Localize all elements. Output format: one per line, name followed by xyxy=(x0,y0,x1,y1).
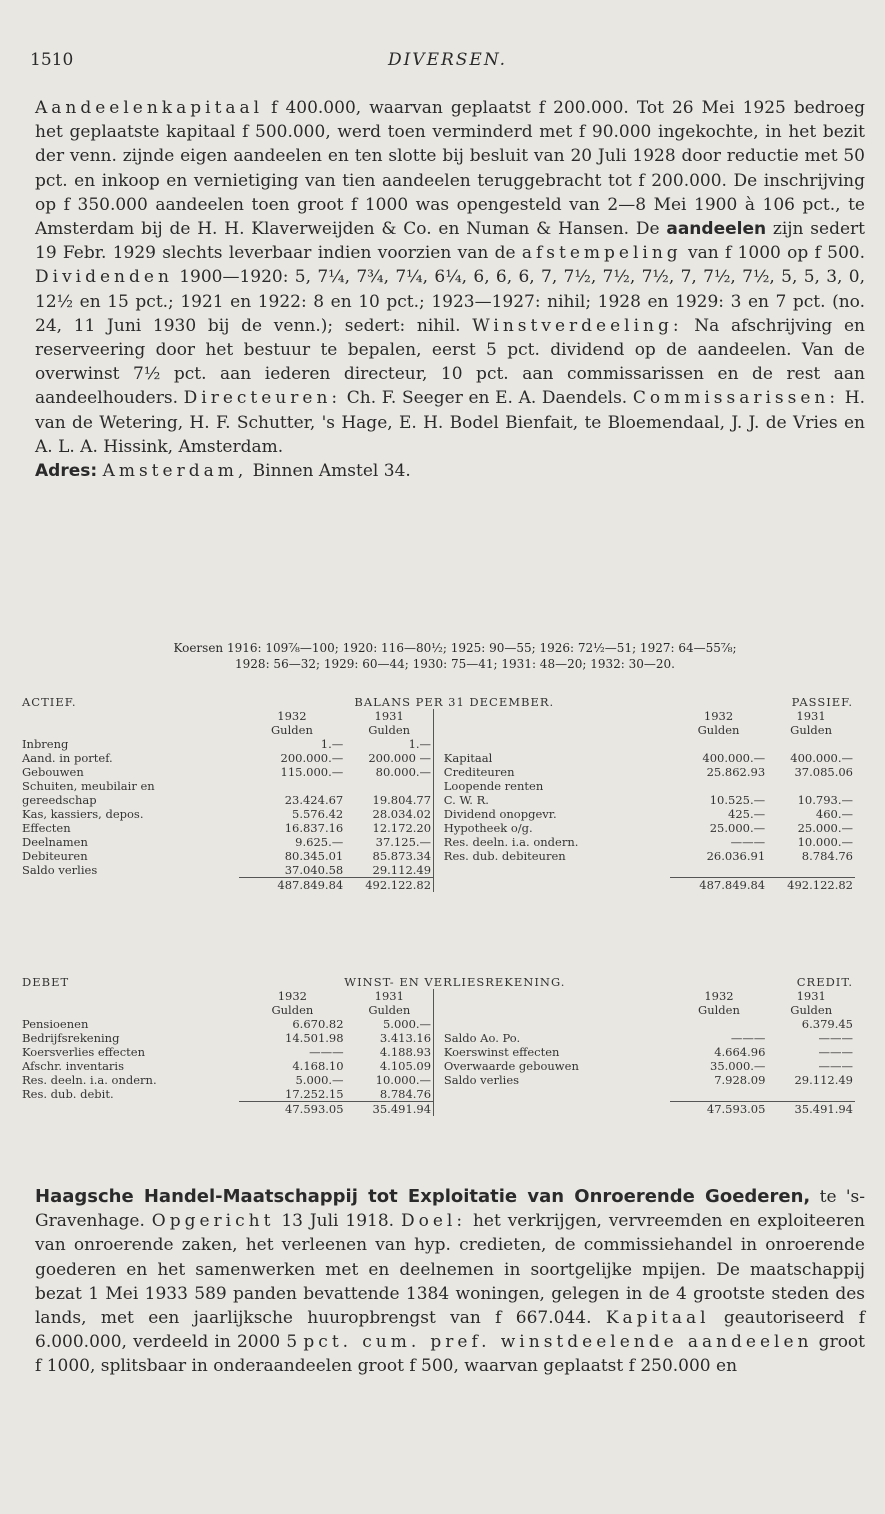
left-label: Effecten xyxy=(22,821,71,835)
year-1932-left: 1932 xyxy=(277,989,308,1003)
table-title-row xyxy=(20,695,855,709)
right-value-1932 xyxy=(670,863,767,878)
right-value-1931: 6.379.45 xyxy=(801,1017,853,1031)
right-value-1932 xyxy=(670,737,767,751)
right-value-1932: 35.000.— xyxy=(710,1059,766,1073)
right-label: Res. deeln. i.a. ondern. xyxy=(443,835,579,849)
spacer xyxy=(434,1073,442,1087)
left-value-1931: 4.188.93 xyxy=(379,1045,432,1059)
total-row xyxy=(20,878,855,893)
table-row xyxy=(20,1031,855,1045)
left-title: DEBET xyxy=(22,975,70,989)
table-row xyxy=(20,751,855,765)
spacer xyxy=(442,1102,671,1117)
left-label: Kas, kassiers, depos. xyxy=(22,807,144,821)
section-label-directeuren: Directeuren: xyxy=(183,388,342,409)
unit-row xyxy=(20,1003,855,1017)
table-row xyxy=(20,793,855,807)
year-1931-right: 1931 xyxy=(796,989,826,1003)
section-label-kapitaal: Aandeelenkapitaal xyxy=(35,98,264,118)
right-value-1932: 400.000.— xyxy=(702,751,766,765)
left-value-1932: 9.625.— xyxy=(295,835,344,849)
right-value-1931: ——— xyxy=(818,1059,853,1073)
company-name: Haagsche Handel-Maatschappij tot Exploitatie van Onroerende Goederen, xyxy=(35,1186,811,1207)
section-label-opgericht: Opgericht xyxy=(151,1211,275,1232)
winst-table xyxy=(20,975,855,1116)
left-label: Debiteuren xyxy=(22,849,88,863)
unit-right-2: Gulden xyxy=(790,723,832,737)
section-label-doel: Doel: xyxy=(400,1211,467,1232)
unit-left-1: Gulden xyxy=(271,723,313,737)
right-value-1932: 4.664.96 xyxy=(714,1045,766,1059)
table-row xyxy=(20,1087,855,1102)
left-value-1931: 19.804.77 xyxy=(372,793,432,807)
unit-left-2: Gulden xyxy=(368,723,411,737)
spacer xyxy=(434,878,442,893)
left-value-1931 xyxy=(345,779,433,793)
right-value-1931: 25.000.— xyxy=(797,821,853,835)
spacer xyxy=(20,878,239,893)
unit-right-1: Gulden xyxy=(698,1003,740,1017)
spacer xyxy=(434,1059,442,1073)
right-label: Dividend onopgevr. xyxy=(443,807,557,821)
left-label: Inbreng xyxy=(22,737,69,751)
spacer xyxy=(434,807,442,821)
left-value-1932: 200.000.— xyxy=(280,751,344,765)
left-value-1932: 5.576.42 xyxy=(292,807,344,821)
spacer xyxy=(442,878,670,893)
right-label xyxy=(442,863,670,878)
table-row xyxy=(20,849,855,863)
spacer xyxy=(434,765,442,779)
left-value-1931: 4.105.09 xyxy=(379,1059,432,1073)
company-entry-paragraph-2: Haagsche Handel-Maatschappij tot Exploitatie van Onroerende Goederen, te 's-Gravenhage. Opgericht 13 Juli 1918. Doel: het verkrijgen, vervreemden en exploiteeren van onroerende zaken, het verleenen van hyp. credieten, de commissiehandel in onroerende goederen en het samenwerken met en deelnemen in soortgelijke mpijen. De maatschappij bezat 1 Mei 1933 589 panden bevattende 1384 woningen, gelegen in de 4 grootste steden des lands, met een jaarlijksche huuropbrengst van f 667.044. Kapitaal geautoriseerd f 6.000.000, verdeeld in 2000 5 pct. cum. pref. winstdeelende aandeelen groot f 1000, splitsbaar in onderaandeelen groot f 500, waarvan geplaatst f 250.000 en xyxy=(35,1186,866,1377)
total-left-1931: 492.122.82 xyxy=(345,878,433,893)
right-value-1932: 425.— xyxy=(728,807,766,821)
spacer xyxy=(434,849,442,863)
right-value-1931 xyxy=(767,737,855,751)
left-value-1932: 115.000.— xyxy=(280,765,344,779)
left-value-1931: 37.125.— xyxy=(375,835,432,849)
table-row xyxy=(20,779,855,793)
spacer xyxy=(442,709,670,723)
spacer xyxy=(20,989,239,1003)
right-value-1931: ——— xyxy=(818,1031,853,1045)
left-label: Schuiten, meubilair en xyxy=(22,779,155,793)
total-right-1932: 487.849.84 xyxy=(670,878,767,893)
right-value-1932 xyxy=(670,779,767,793)
left-label: Res. deeln. i.a. ondern. xyxy=(22,1073,157,1087)
table-row xyxy=(20,821,855,835)
right-value-1932: 26.036.91 xyxy=(706,849,766,863)
right-title: PASSIEF. xyxy=(791,695,853,709)
year-1932-right: 1932 xyxy=(703,709,734,723)
total-right-1932: 47.593.05 xyxy=(670,1102,767,1117)
left-label: Pensioenen xyxy=(22,1017,89,1031)
right-label: Hypotheek o/g. xyxy=(443,821,533,835)
spacer xyxy=(434,821,442,835)
right-value-1932: 25.000.— xyxy=(709,821,766,835)
spacer xyxy=(434,1031,442,1045)
total-left-1932: 487.849.84 xyxy=(239,878,346,893)
left-value-1932: 1.— xyxy=(320,737,344,751)
right-label: Koerswinst effecten xyxy=(443,1045,560,1059)
running-title: DIVERSEN. xyxy=(387,50,508,70)
spacer xyxy=(434,737,442,751)
right-value-1931 xyxy=(767,1087,855,1102)
left-label: Gebouwen xyxy=(22,765,84,779)
spacer xyxy=(20,1003,239,1017)
right-value-1931 xyxy=(767,863,855,878)
section-label-commissarissen: Commissarissen: xyxy=(632,388,840,409)
right-label: Overwaarde gebouwen xyxy=(443,1059,579,1073)
spacer xyxy=(434,793,442,807)
section-label-winstverdeeling: Winstverdeeling: xyxy=(472,315,683,336)
left-label: Saldo verlies xyxy=(22,863,98,877)
left-value-1932: 4.168.10 xyxy=(292,1059,344,1073)
left-label: Deelnamen xyxy=(22,835,88,849)
left-value-1931: 5.000.— xyxy=(382,1017,432,1031)
section-label-kapitaal-2: Kapitaal xyxy=(605,1308,710,1329)
table-title-row xyxy=(20,975,855,989)
left-value-1932: 6.670.82 xyxy=(292,1017,344,1031)
right-value-1932 xyxy=(670,1017,767,1031)
koersen-block xyxy=(60,640,850,672)
left-label: Koersverlies effecten xyxy=(22,1045,145,1059)
year-1932-left: 1932 xyxy=(277,709,307,723)
left-value-1931: 1.— xyxy=(408,737,432,751)
page-number: 1510 xyxy=(30,50,74,70)
left-label: Res. dub. debit. xyxy=(22,1087,114,1101)
table-row xyxy=(20,1017,855,1031)
section-label-dividenden: Dividenden xyxy=(35,267,173,288)
right-label: Res. dub. debiteuren xyxy=(443,849,566,863)
year-1931-right: 1931 xyxy=(796,709,826,723)
right-value-1931 xyxy=(767,779,855,793)
spacer xyxy=(20,723,239,737)
spacer xyxy=(434,1087,442,1102)
unit-left-2: Gulden xyxy=(368,1003,411,1017)
right-label: Crediteuren xyxy=(443,765,515,779)
left-value-1931: 80.000.— xyxy=(375,765,432,779)
adres-city: Amsterdam, xyxy=(102,461,248,482)
spacer xyxy=(20,709,239,723)
spacer xyxy=(434,989,442,1003)
center-title: WINST- EN VERLIESREKENING. xyxy=(344,975,566,989)
spacer xyxy=(434,835,442,849)
right-value-1932: 10.525.— xyxy=(709,793,766,807)
table-row xyxy=(20,863,855,878)
spacer xyxy=(434,1003,442,1017)
table-row xyxy=(20,737,855,751)
right-value-1931: 8.784.76 xyxy=(801,849,853,863)
koersen-line-2: 1928: 56—32; 1929: 60—44; 1930: 75—41; 1931: 48—20; 1932: 30—20. xyxy=(235,657,675,671)
right-value-1932: ——— xyxy=(730,1031,766,1045)
left-value-1932: 80.345.01 xyxy=(284,849,344,863)
table-row xyxy=(20,765,855,779)
right-value-1931: 29.112.49 xyxy=(794,1073,853,1087)
spacer xyxy=(434,863,442,878)
left-value-1932: 23.424.67 xyxy=(284,793,344,807)
koersen-line-1: Koersen 1916: 109⅞—100; 1920: 116—80½; 1925: 90—55; 1926: 72½—51; 1927: 64—55⅞; xyxy=(173,641,737,655)
left-label: gereedschap xyxy=(22,793,97,807)
right-value-1932 xyxy=(670,1087,767,1102)
right-label xyxy=(442,737,670,751)
right-value-1931: 37.085.06 xyxy=(794,765,853,779)
table-row xyxy=(20,807,855,821)
left-label: Afschr. inventaris xyxy=(22,1059,125,1073)
company-entry-paragraph: Aandeelenkapitaal f 400.000, waarvan geplaatst f 200.000. Tot 26 Mei 1925 bedroeg het geplaatste kapitaal f 500.000, werd toen verminderd met f 90.000 ingekochte, in het bezit der venn. zijnde eigen aandeelen en ten slotte bij besluit van 20 Juli 1928 door reductie met 50 pct. en inkoop en vernietiging van tien aandeelen teruggebracht tot f 200.000. De inschrijving op f 350.000 aandeelen toen groot f 1000 was opengesteld van 2—8 Mei 1900 à 106 pct., te Amsterdam bij de H. H. Klaverweijden & Co. en Numan & Hansen. De aandeelen zijn sedert 19 Febr. 1929 slechts leverbaar indien voorzien van de afstempeling van f 1000 op f 500. Dividenden 1900—1920: 5, 7¼, 7¾, 7¼, 6¼, 6, 6, 6, 7, 7½, 7½, 7½, 7, 7½, 7½, 5, 5, 3, 0, 12½ en 15 pct.; 1921 en 1922: 8 en 10 pct.; 1923—1927: nihil; 1928 en 1929: 3 en 7 pct. (no. 24, 11 Juni 1930 bij de venn.); sedert: nihil. Winstverdeeling: Na afschrijving en reserveering door het bestuur te bepalen, eerst 5 pct. dividend op de aandeelen. Van de overwinst 7½ pct. aan iederen directeur, 10 pct. aan commissarissen en de rest aan aandeelhouders. Directeuren: Ch. F. Seeger en E. A. Daendels. Commissarissen: H. van de Wetering, H. F. Schutter, 's Hage, E. H. Bodel Bienfait, te Bloemendaal, J. J. de Vries en A. L. A. Hissink, Amsterdam. Adres: Amsterdam, Binnen Amstel 34. xyxy=(35,98,865,482)
spacer xyxy=(434,779,442,793)
right-label xyxy=(442,1087,671,1102)
adres-street: Binnen Amstel 34. xyxy=(247,461,411,482)
right-label: C. W. R. xyxy=(443,793,489,807)
total-left-1932: 47.593.05 xyxy=(239,1102,345,1117)
left-value-1931: 8.784.76 xyxy=(379,1087,432,1101)
spacer xyxy=(434,1017,442,1031)
year-1931-left: 1931 xyxy=(374,989,404,1003)
right-value-1931: ——— xyxy=(818,1045,853,1059)
left-value-1932: 14.501.98 xyxy=(285,1031,344,1045)
left-label: Aand. in portef. xyxy=(22,751,113,765)
left-value-1932: ——— xyxy=(309,1045,344,1059)
unit-right-2: Gulden xyxy=(790,1003,833,1017)
spacer xyxy=(434,709,442,723)
spacer xyxy=(442,1003,671,1017)
year-row xyxy=(20,709,855,723)
unit-right-1: Gulden xyxy=(697,723,740,737)
right-label: Kapitaal xyxy=(443,751,493,765)
total-right-1931: 492.122.82 xyxy=(767,878,855,893)
left-title: ACTIEF. xyxy=(22,695,77,709)
right-value-1931: 460.— xyxy=(815,807,853,821)
unit-row xyxy=(20,723,855,737)
spacer xyxy=(434,1045,442,1059)
right-title: CREDIT. xyxy=(796,975,853,989)
right-label xyxy=(442,1017,671,1031)
left-value-1932: 17.252.15 xyxy=(285,1087,344,1101)
spacer xyxy=(20,1102,239,1117)
right-label: Saldo verlies xyxy=(443,1073,520,1087)
left-value-1931: 200.000 — xyxy=(368,751,432,765)
left-value-1931: 3.413.16 xyxy=(379,1031,432,1045)
page-header xyxy=(30,50,865,78)
left-value-1931: 85.873.34 xyxy=(372,849,432,863)
left-value-1931: 12.172.20 xyxy=(372,821,432,835)
spacer xyxy=(442,989,671,1003)
year-row xyxy=(20,989,855,1003)
total-row xyxy=(20,1102,855,1117)
left-value-1932: 16.837.16 xyxy=(284,821,344,835)
table-row xyxy=(20,1059,855,1073)
year-1931-left: 1931 xyxy=(374,709,404,723)
spacer xyxy=(434,1102,442,1117)
right-value-1931: 400.000.— xyxy=(790,751,853,765)
center-title: BALANS PER 31 DECEMBER. xyxy=(354,695,555,709)
right-value-1932: 25.862.93 xyxy=(706,765,766,779)
left-value-1931: 29.112.49 xyxy=(372,863,432,877)
adres-label: Adres: xyxy=(35,461,98,482)
spacer xyxy=(434,751,442,765)
right-label: Saldo Ao. Po. xyxy=(443,1031,521,1045)
right-value-1932: ——— xyxy=(730,835,766,849)
table-row xyxy=(20,835,855,849)
total-left-1931: 35.491.94 xyxy=(346,1102,434,1117)
left-value-1932 xyxy=(239,779,346,793)
unit-left-1: Gulden xyxy=(271,1003,314,1017)
year-1932-right: 1932 xyxy=(704,989,734,1003)
left-label: Bedrijfsrekening xyxy=(22,1031,120,1045)
balans-table xyxy=(20,695,855,892)
right-label: Loopende renten xyxy=(443,779,544,793)
left-value-1932: 37.040.58 xyxy=(284,863,344,877)
spacer xyxy=(442,723,670,737)
right-value-1932: 7.928.09 xyxy=(714,1073,766,1087)
left-value-1932: 5.000.— xyxy=(295,1073,344,1087)
bold-term-aandeelen: aandeelen xyxy=(666,219,767,240)
left-value-1931: 10.000.— xyxy=(375,1073,432,1087)
right-value-1931: 10.793.— xyxy=(797,793,853,807)
left-value-1931: 28.034.02 xyxy=(372,807,432,821)
total-right-1931: 35.491.94 xyxy=(767,1102,855,1117)
table-row xyxy=(20,1073,855,1087)
spacer xyxy=(434,723,442,737)
table-row xyxy=(20,1045,855,1059)
right-value-1931: 10.000.— xyxy=(797,835,853,849)
